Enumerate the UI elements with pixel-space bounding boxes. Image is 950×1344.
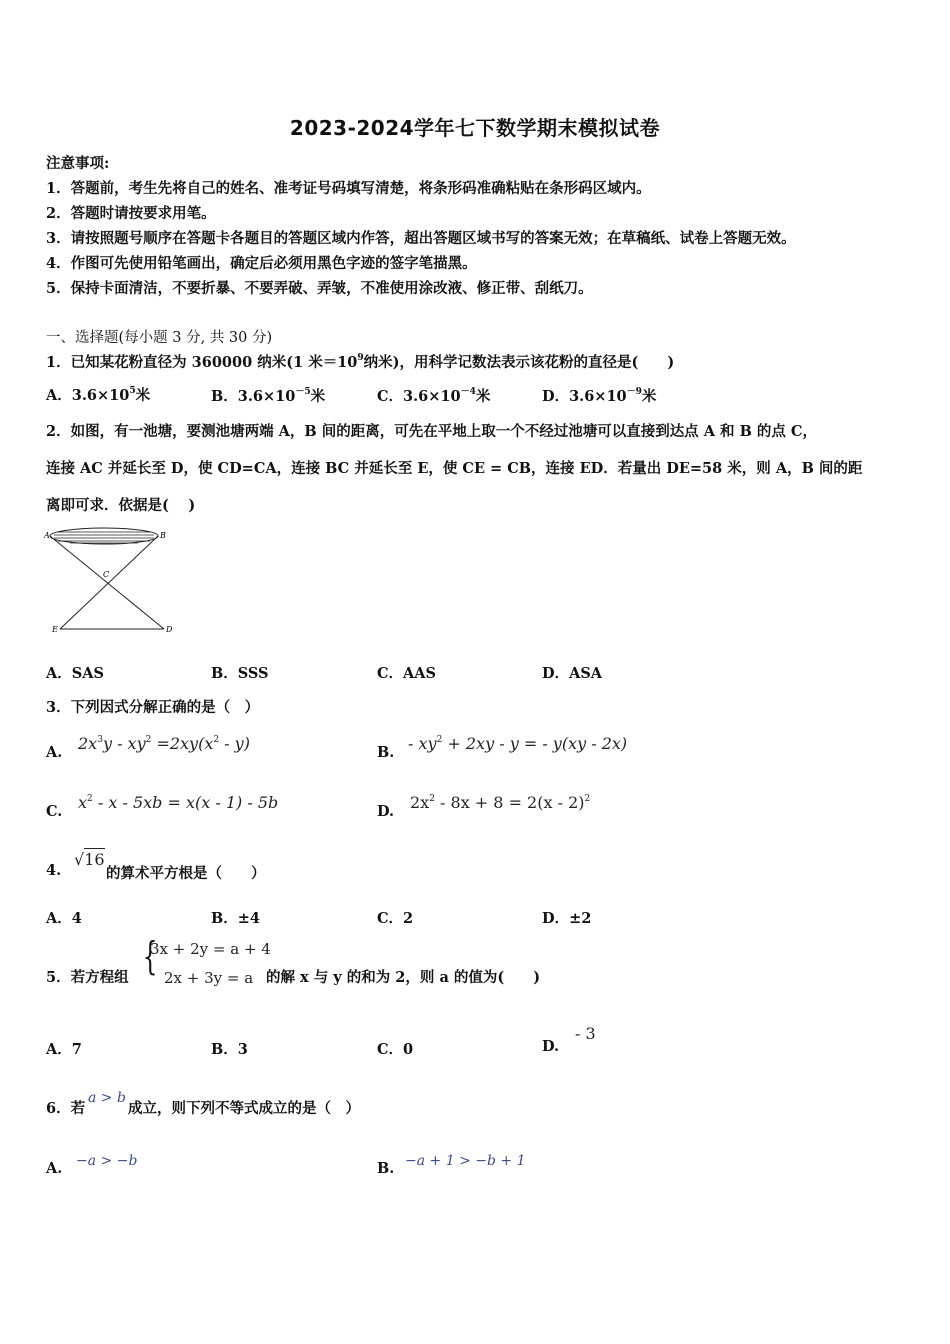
point-label-b: B: [160, 531, 166, 540]
q6-option-b-expr[interactable]: −a + 1 > −b + 1: [405, 1153, 526, 1169]
q6-stem-b: 成立，则下列不等式成立的是（ ）: [128, 1100, 360, 1117]
point-label-a: A: [44, 531, 50, 540]
q3-a-part1: 2x: [78, 734, 98, 753]
q3-d-part1: 2x: [410, 793, 430, 812]
q1-option-b-exp: －5: [295, 387, 311, 397]
q3-a-exp3: 2: [213, 735, 220, 745]
q3-b-part1: - xy: [408, 734, 437, 753]
q3-d-exp2: 2: [584, 794, 591, 804]
q4-radicand: 16: [84, 850, 105, 869]
notice-item-5: 5．保持卡面清洁，不要折暴、不要弄破、弄皱，不准使用涂改液、修正带、刮纸刀。: [46, 280, 593, 297]
q4-option-b[interactable]: B．±4: [211, 910, 260, 927]
point-label-d: D: [166, 625, 173, 634]
segment-ad: [50, 536, 164, 629]
pond-figure: [40, 522, 180, 638]
q3-b-part2: + 2xy - y = - y(xy - 2x): [442, 734, 628, 753]
q6-stem-a: 6．若: [46, 1100, 86, 1117]
segment-be: [60, 536, 158, 629]
q3-option-b-expr[interactable]: [408, 734, 627, 753]
q3-a-part3: =2xy(x: [151, 734, 214, 753]
q3-option-c-label[interactable]: C.: [46, 803, 63, 820]
q3-a-part2: y - xy: [102, 734, 146, 753]
q4-stem: 的算术平方根是（ ）: [106, 865, 266, 882]
q3-stem: 3．下列因式分解正确的是（ ）: [46, 699, 260, 716]
q4-number: 4.: [46, 862, 62, 879]
q3-option-a-expr[interactable]: [78, 734, 250, 753]
q1-option-c-unit: 米: [475, 388, 491, 405]
notice-item-2: 2．答题时请按要求用笔。: [46, 205, 216, 222]
q2-line-3: 离即可求．依据是( ): [46, 497, 196, 514]
point-label-e: E: [52, 625, 58, 634]
q5-option-b[interactable]: B．3: [211, 1041, 248, 1058]
notice-heading: 注意事项:: [46, 155, 110, 172]
q1-option-d-unit: 米: [641, 388, 657, 405]
q3-c-part1: x: [78, 793, 88, 812]
q5-option-d[interactable]: D.: [542, 1038, 560, 1055]
q3-d-exp1: 2: [429, 794, 435, 804]
q1-option-b-label: B．3.6×10: [211, 388, 296, 405]
q1-option-a-label: A．3.6×10: [46, 387, 130, 404]
q6-condition: a > b: [88, 1090, 126, 1106]
q5-equation-2: 2x + 3y = a: [164, 969, 254, 987]
q3-option-d-label[interactable]: D.: [377, 803, 395, 820]
q1-option-b-unit: 米: [310, 388, 326, 405]
q1-option-a[interactable]: [46, 384, 150, 405]
q1-option-c[interactable]: [377, 384, 490, 406]
q3-a-exp2: 2: [145, 735, 152, 745]
pond-hatch: [54, 532, 154, 543]
pond-ellipse: [50, 528, 158, 544]
q1-option-c-exp: －4: [460, 387, 476, 397]
q5-equation-system: [142, 934, 271, 996]
point-label-c: C: [103, 570, 110, 579]
page-title: 2023-2024学年七下数学期末模拟试卷: [289, 116, 661, 140]
q3-d-part2: - 8x + 8 = 2(x - 2): [434, 793, 585, 812]
q2-option-b[interactable]: B．SSS: [211, 665, 269, 682]
q6-option-a-label[interactable]: A.: [46, 1160, 63, 1177]
q4-option-d[interactable]: D．±2: [542, 910, 592, 927]
notice-item-1: 1．答题前，考生先将自己的姓名、准考证号码填写清楚，将条形码准确粘贴在条形码区域内。: [46, 180, 651, 197]
q4-option-c[interactable]: C．2: [377, 910, 414, 927]
q3-option-a-label[interactable]: A.: [46, 744, 63, 761]
notice-item-3: 3．请按照题号顺序在答题卡各题目的答题区域内作答，超出答题区域书写的答案无效；在草稿纸、试卷上答题无效。: [46, 230, 796, 247]
q1-option-d-label: D．3.6×10: [542, 388, 627, 405]
q5-stem-a: 5．若方程组: [46, 969, 129, 986]
q3-option-b-label[interactable]: B.: [377, 744, 395, 761]
q2-option-c[interactable]: C．AAS: [377, 665, 437, 682]
q1-option-d-exp: －9: [626, 387, 642, 397]
q1-stem-b: 纳米)，用科学记数法表示该花粉的直径是( ): [363, 354, 675, 371]
q5-equation-1: 3x + 2y = a + 4: [150, 940, 271, 958]
q3-b-exp1: 2: [436, 735, 443, 745]
q5-option-a[interactable]: A．7: [46, 1041, 82, 1058]
q3-a-part4: - y): [219, 734, 250, 753]
radical-sign-icon: √: [74, 850, 85, 869]
notice-item-4: 4．作图可先使用铅笔画出，确定后必须用黑色字迹的签字笔描黑。: [46, 255, 477, 272]
q3-c-part2: - x - 5xb = x(x - 1) - 5b: [92, 793, 279, 812]
q3-option-c-expr[interactable]: [78, 793, 278, 812]
q3-option-d-expr[interactable]: [410, 793, 590, 812]
q5-stem-b: 的解 x 与 y 的和为 2，则 a 的值为( ): [266, 969, 541, 986]
q6-option-b-label[interactable]: B.: [377, 1160, 395, 1177]
q4-option-a[interactable]: A．4: [46, 910, 82, 927]
q1-stem-exp: 9: [357, 353, 364, 363]
q3-a-exp1: 3: [97, 735, 103, 745]
q2-option-d[interactable]: D．ASA: [542, 665, 603, 682]
q5-option-c[interactable]: C．0: [377, 1041, 414, 1058]
q1-stem-a: 1．已知某花粉直径为 360000 纳米(1 米＝10: [46, 354, 358, 371]
q1-option-d[interactable]: [542, 384, 656, 406]
q2-line-2: 连接 AC 并延长至 D，使 CD=CA，连接 BC 并延长至 E，使 CE = CB，连接 ED．若量出 DE=58 米，则 A，B 间的距: [46, 460, 863, 477]
q2-line-1: 2．如图，有一池塘，要测池塘两端 A，B 间的距离，可先在平地上取一个不经过池塘可以直接到达点 A 和 B 的点 C，: [46, 423, 817, 440]
q1-option-a-exp: 5: [129, 386, 136, 396]
section-heading: 一、选择题(每小题 3 分, 共 30 分): [46, 330, 273, 346]
q3-c-exp1: 2: [87, 794, 93, 804]
q5-option-d-value: - 3: [575, 1024, 596, 1043]
q1-option-a-unit: 米: [135, 387, 151, 404]
q1-option-c-label: C．3.6×10: [377, 388, 461, 405]
left-brace-icon: {: [142, 934, 158, 978]
q2-option-a[interactable]: A．SAS: [46, 665, 104, 682]
q6-option-a-expr[interactable]: −a > −b: [76, 1153, 138, 1169]
q4-sqrt: [74, 850, 105, 869]
q1-option-b[interactable]: [211, 384, 325, 406]
q1-stem: [46, 351, 674, 372]
